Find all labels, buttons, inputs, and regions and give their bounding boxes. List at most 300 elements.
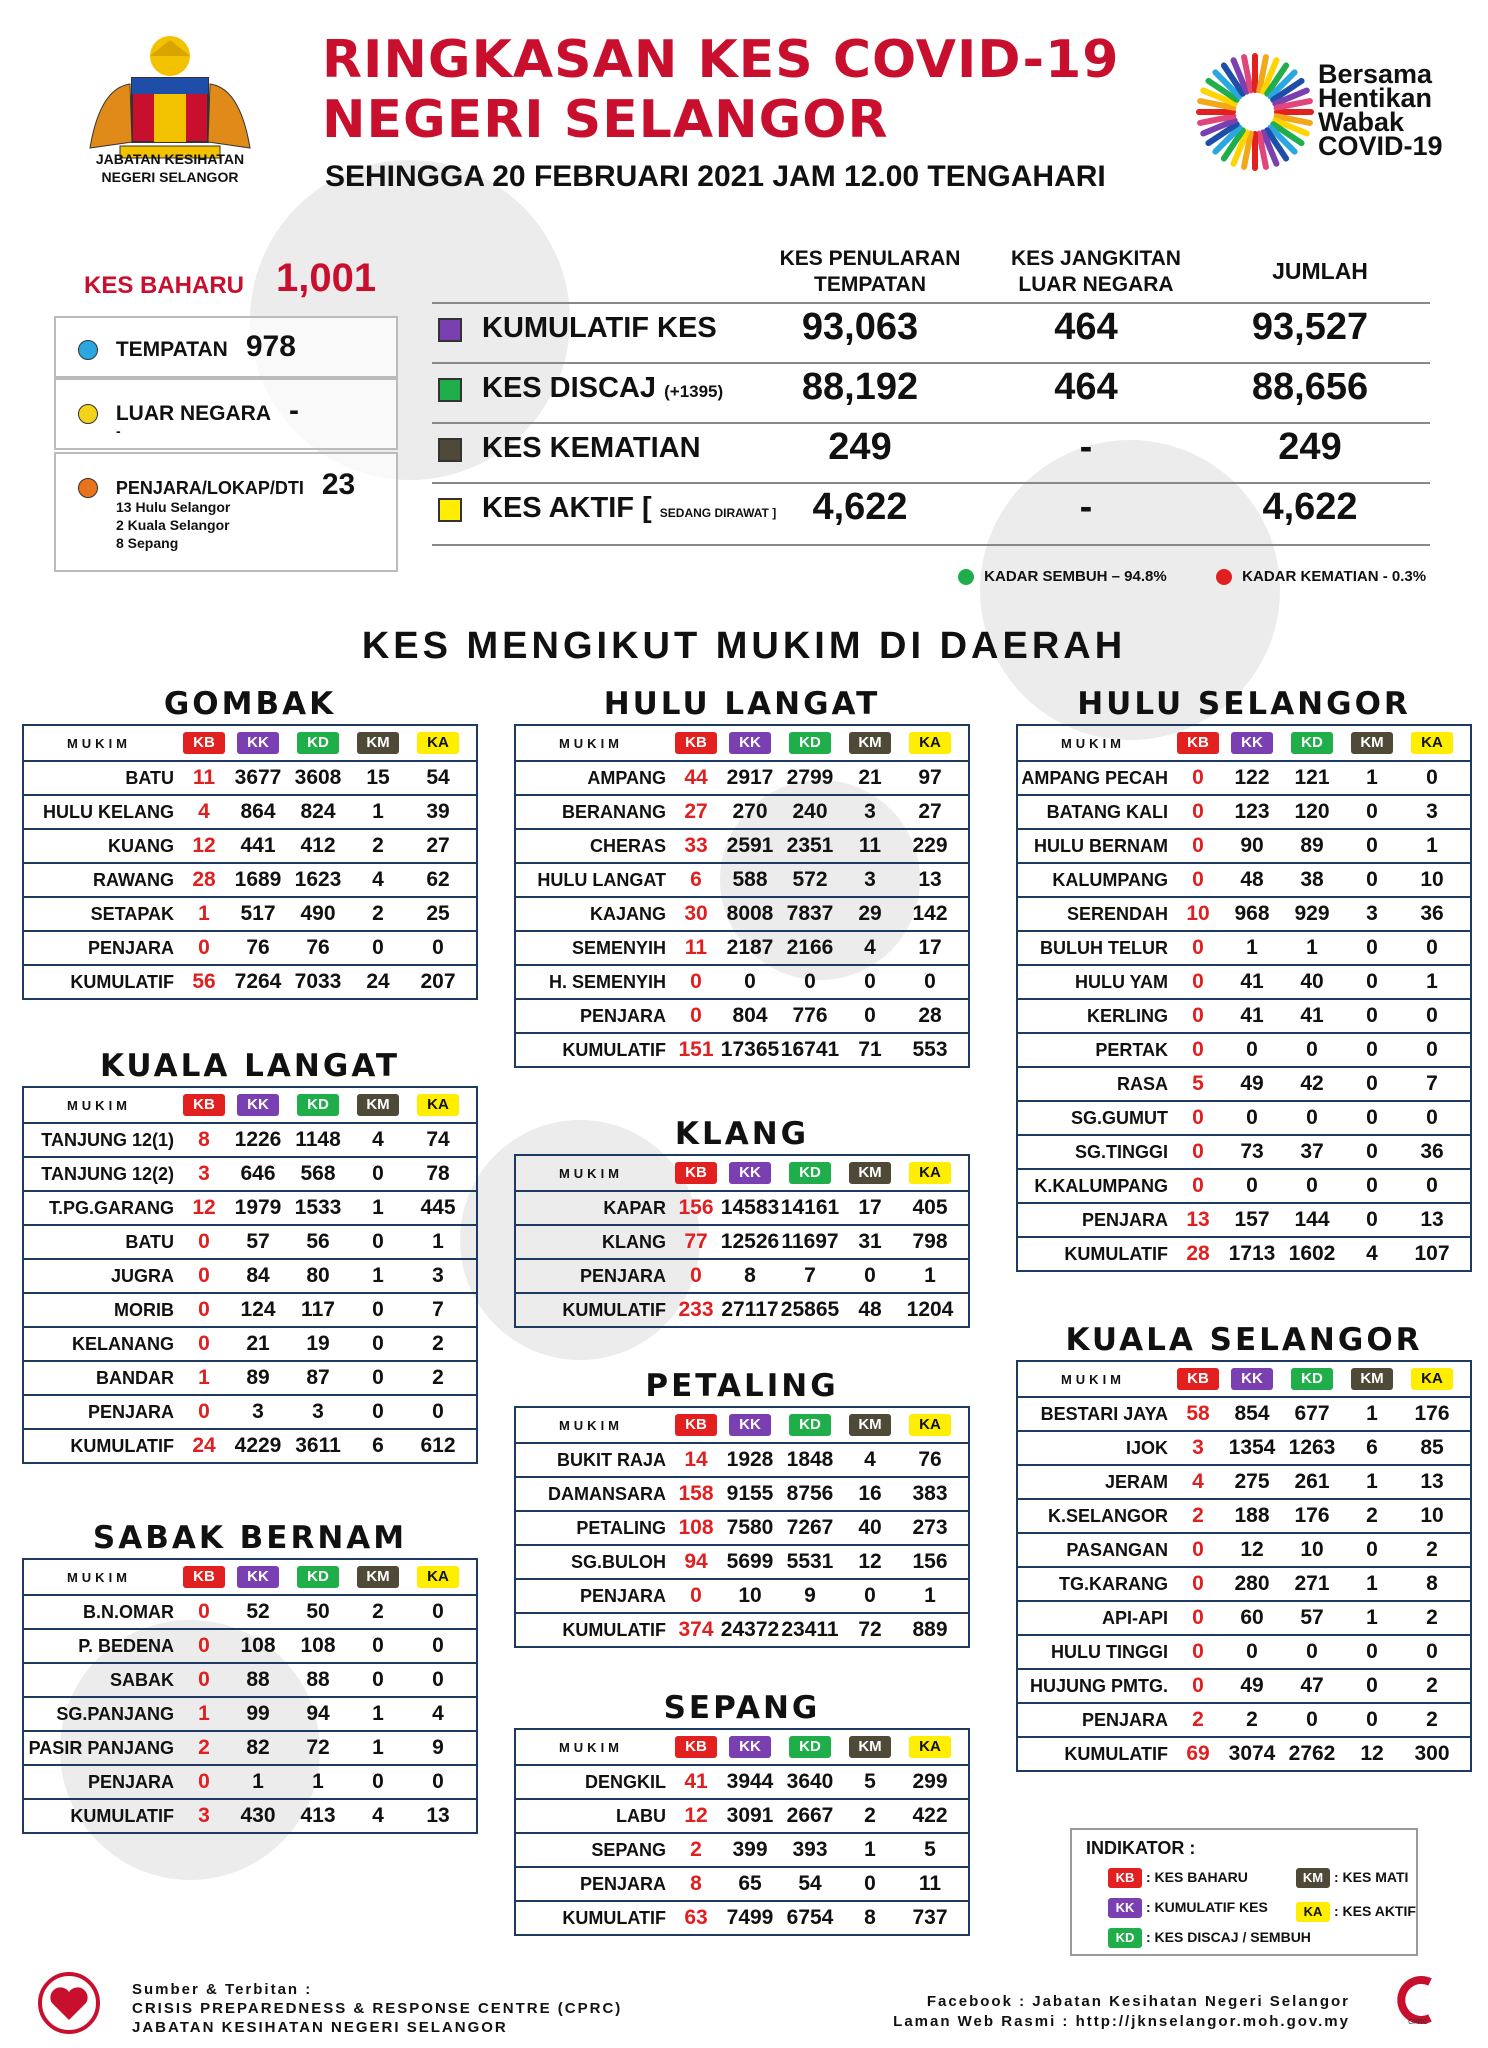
table-row [24, 1662, 476, 1696]
cell-km: 0 [1366, 1640, 1378, 1663]
district-title: SEPANG [663, 1690, 821, 1726]
table-total-row [24, 1798, 476, 1832]
table-row [516, 1544, 968, 1578]
cell-mukim: K.KALUMPANG [1034, 1175, 1168, 1196]
cell-kd: 2799 [786, 766, 834, 789]
header-cell-kb [672, 732, 720, 754]
cell-ka: 383 [912, 1482, 948, 1505]
cell-kd: 1602 [1288, 1242, 1336, 1265]
cell-km: 0 [372, 1400, 384, 1423]
cell-kb: 77 [684, 1230, 708, 1253]
header-cell-kd [288, 732, 348, 754]
district-hulu-selangor [1016, 684, 1472, 1272]
cell-kd: 54 [798, 1872, 822, 1895]
cell-km: 2 [864, 1804, 876, 1827]
cell-kk: 76 [246, 936, 270, 959]
cell-kk: 3 [252, 1400, 264, 1423]
cell-kd: 57 [1300, 1606, 1324, 1629]
cell-kk: 804 [732, 1004, 768, 1027]
table-header-row [24, 1088, 476, 1122]
cell-km: 0 [372, 1230, 384, 1253]
department-label [60, 150, 280, 186]
cell-ka: 27 [918, 800, 942, 823]
cell-kd: 14161 [780, 1196, 840, 1219]
cell-kk: 1354 [1228, 1436, 1276, 1459]
section-title: KES MENGIKUT MUKIM DI DAERAH [361, 625, 1127, 667]
table-row [24, 1190, 476, 1224]
kk-badge: KK [1231, 1368, 1273, 1390]
cell-kd: 0 [1306, 1640, 1318, 1663]
cell-mukim: BATU [125, 1231, 174, 1252]
km-badge: KM [849, 1162, 891, 1184]
summary-header-local-line-2: TEMPATAN [814, 273, 926, 296]
cell-kk: 1 [252, 1770, 264, 1793]
cell-kb: 0 [198, 1668, 210, 1691]
cell-kd: 7837 [786, 902, 834, 925]
cell-km: 48 [858, 1298, 882, 1321]
cell-ka: 0 [924, 970, 936, 993]
cell-kb: 4 [1192, 1470, 1204, 1493]
cell-km: 0 [372, 1298, 384, 1321]
cell-kb: 12 [192, 834, 216, 857]
page-title-line-1: RINGKASAN KES COVID-19 [322, 30, 1120, 90]
cell-ka: 0 [432, 1770, 444, 1793]
kk-badge: KK [729, 1736, 771, 1758]
cell-ka: 142 [912, 902, 948, 925]
summary-header-local-line-1: KES PENULARAN [779, 247, 961, 270]
cell-kb: 5 [1192, 1072, 1204, 1095]
kb-badge: KB [183, 1566, 225, 1588]
department-label-line-1: JABATAN KESIHATAN [95, 151, 245, 167]
cell-mukim: T.PG.GARANG [48, 1197, 174, 1218]
cell-km: 2 [1366, 1504, 1378, 1527]
cell-mukim: HULU YAM [1074, 971, 1168, 992]
header-cell-kb [1174, 732, 1222, 754]
cell-kk: 89 [246, 1366, 270, 1389]
cell-mukim: AMPANG [587, 767, 666, 788]
header-cell-kd [780, 732, 840, 754]
heart-icon [42, 1976, 96, 2030]
table-header-row [516, 1408, 968, 1442]
cell-kk: 48 [1240, 868, 1264, 891]
cell-kk: 3074 [1228, 1742, 1276, 1765]
campaign-text-line-2: Hentikan [1318, 83, 1433, 113]
header-cell-ka [408, 732, 468, 754]
cell-ka: 2 [432, 1366, 444, 1389]
legend-item-kk [1108, 1898, 1268, 1918]
cell-ka: 0 [432, 1634, 444, 1657]
header-cell-km [1342, 1368, 1402, 1390]
cell-ka: 2 [1426, 1606, 1438, 1629]
cell-kd: 9 [804, 1584, 816, 1607]
cell-ka: 7 [432, 1298, 444, 1321]
kd-badge: KD [1291, 1368, 1333, 1390]
cell-ka: 5 [924, 1838, 936, 1861]
summary-header-import-line-1: KES JANGKITAN [1011, 247, 1181, 270]
table-row [516, 1510, 968, 1544]
cell-ka: 4 [432, 1702, 444, 1725]
cell-km: 1 [372, 1196, 384, 1219]
cell-kb: 0 [1192, 800, 1204, 823]
cell-kk: 0 [1246, 1174, 1258, 1197]
header-cell-km [840, 1736, 900, 1758]
cell-kd: 568 [300, 1162, 336, 1185]
table-row [24, 828, 476, 862]
cell-kd: 0 [1306, 1038, 1318, 1061]
district-sepang [514, 1688, 970, 1936]
header-cell-kk [1222, 1368, 1282, 1390]
cell-kk: 4229 [234, 1434, 282, 1457]
cell-kd: 490 [300, 902, 336, 925]
cell-km: 4 [372, 1128, 384, 1151]
table-row [1018, 1498, 1470, 1532]
legend-item-text: : KES BAHARU [1146, 1869, 1248, 1885]
district-gombak [22, 684, 478, 1000]
summary-row-import: 464 [1054, 306, 1118, 348]
cell-kd: 3608 [294, 766, 342, 789]
cell-mukim: PERTAK [1095, 1039, 1168, 1060]
cell-kk: 3677 [234, 766, 282, 789]
summary-row-label: KES KEMATIAN [482, 432, 701, 464]
cell-kb: 1 [198, 1702, 210, 1725]
header-cell-ka [900, 732, 960, 754]
death-rate-text: KADAR KEMATIAN - 0.3% [1242, 568, 1427, 585]
cell-kb: 156 [678, 1196, 714, 1219]
district-table [1016, 1360, 1472, 1772]
cell-mukim: PENJARA [1081, 1209, 1168, 1230]
table-row [516, 1190, 968, 1224]
cell-ka: 39 [426, 800, 450, 823]
cell-km: 1 [372, 1736, 384, 1759]
cell-kk: 399 [732, 1838, 768, 1861]
cell-km: 2 [372, 1600, 384, 1623]
footer-facebook: Facebook : Jabatan Kesihatan Negeri Selangor [926, 1993, 1350, 2010]
cell-kb: 27 [684, 800, 708, 823]
kb-badge: KB [1177, 1368, 1219, 1390]
cell-mukim: RASA [1116, 1073, 1168, 1094]
header-cell-kk [228, 1094, 288, 1116]
cell-ka: 28 [918, 1004, 942, 1027]
cell-kd: 88 [306, 1668, 330, 1691]
cell-mukim: KUMULATIF [562, 1039, 666, 1060]
header-cell-kd [288, 1566, 348, 1588]
cell-ka: 207 [420, 970, 456, 993]
cell-kb: 108 [678, 1516, 714, 1539]
summary-header-import [986, 246, 1206, 298]
cell-ka: 11 [918, 1872, 942, 1895]
cell-ka: 2 [1426, 1674, 1438, 1697]
cell-mukim: SERENDAH [1066, 903, 1168, 924]
cell-mukim: PASIR PANJANG [28, 1737, 174, 1758]
cell-kk: 108 [240, 1634, 276, 1657]
cell-km: 0 [1366, 834, 1378, 857]
cell-ka: 3 [1426, 800, 1438, 823]
active-square-icon [438, 498, 462, 522]
cell-ka: 74 [426, 1128, 450, 1151]
cell-ka: 0 [1426, 1106, 1438, 1129]
header-cell-ka [408, 1094, 468, 1116]
cell-mukim: KUMULATIF [70, 1435, 174, 1456]
table-header-row [1018, 726, 1470, 760]
cell-kd: 16741 [780, 1038, 840, 1061]
table-row [24, 1122, 476, 1156]
cell-kb: 0 [198, 1332, 210, 1355]
cell-kk: 157 [1234, 1208, 1270, 1231]
cell-km: 0 [864, 1872, 876, 1895]
table-row [516, 998, 968, 1032]
cell-kd: 1148 [295, 1128, 341, 1151]
cell-kk: 968 [1234, 902, 1270, 925]
prison-breakdown-item: 8 Sepang [116, 535, 179, 551]
ka-badge: KA [909, 1162, 951, 1184]
cell-kd: 7 [804, 1264, 816, 1287]
cell-ka: 62 [426, 868, 450, 891]
cell-mukim: PENJARA [87, 1401, 174, 1422]
table-row [516, 1866, 968, 1900]
kb-badge: KB [675, 732, 717, 754]
cell-kd: 121 [1294, 766, 1330, 789]
table-row [1018, 1202, 1470, 1236]
header-cell-kk [720, 1736, 780, 1758]
table-row [24, 1360, 476, 1394]
cell-kd: 261 [1294, 1470, 1330, 1493]
cell-mukim: TANJUNG 12(2) [41, 1163, 174, 1184]
cell-kd: 1848 [786, 1448, 834, 1471]
cell-km: 1 [372, 800, 384, 823]
cell-kd: 2667 [786, 1804, 834, 1827]
death-rate [1216, 568, 1426, 585]
cell-kb: 0 [1192, 970, 1204, 993]
cell-kk: 8 [744, 1264, 756, 1287]
cell-mukim: SG.BULOH [570, 1551, 666, 1572]
import-cases-value: - [289, 394, 300, 427]
cell-ka: 229 [912, 834, 948, 857]
cell-kd: 929 [1294, 902, 1330, 925]
cell-kb: 0 [690, 970, 702, 993]
cell-kk: 49 [1240, 1674, 1264, 1697]
footer-website: Laman Web Rasmi : http://jknselangor.moh.gov.my [893, 2013, 1350, 2030]
cell-kb: 8 [690, 1872, 702, 1895]
table-row [24, 794, 476, 828]
cell-kk: 14583 [720, 1196, 780, 1219]
kb-badge: KB [675, 1736, 717, 1758]
cell-mukim: IJOK [1125, 1437, 1168, 1458]
kd-badge: KD [789, 1414, 831, 1436]
cell-mukim: P. BEDENA [78, 1635, 174, 1656]
cell-mukim: KELANANG [72, 1333, 174, 1354]
legend-title: INDIKATOR : [1086, 1838, 1196, 1858]
cell-kb: 151 [678, 1038, 714, 1061]
district-kuala-selangor [1016, 1320, 1472, 1772]
cell-km: 1 [1366, 1402, 1378, 1425]
cell-kk: 275 [1234, 1470, 1270, 1493]
cell-kd: 7033 [294, 970, 342, 993]
cumulative-square-icon [438, 318, 462, 342]
header-cell-kb [672, 1736, 720, 1758]
cell-kb: 14 [684, 1448, 708, 1471]
table-row [1018, 964, 1470, 998]
cell-mukim: CHERAS [589, 835, 666, 856]
cell-ka: 78 [426, 1162, 450, 1185]
header-mukim: MUKIM [558, 735, 624, 751]
footer-source-line-1: Sumber & Terbitan : [132, 1981, 313, 1998]
cell-mukim: SEPANG [591, 1839, 666, 1860]
summary-row-local: 249 [828, 426, 892, 468]
cell-kk: 7264 [234, 970, 282, 993]
cell-mukim: PENJARA [579, 1873, 666, 1894]
cell-km: 2 [372, 902, 384, 925]
cell-kk: 517 [240, 902, 276, 925]
cell-kk: 864 [240, 800, 276, 823]
page-title [322, 30, 1119, 150]
cell-kb: 28 [1186, 1242, 1210, 1265]
deaths-square-icon [438, 438, 462, 462]
km-badge: KM [1351, 732, 1393, 754]
cell-km: 12 [1360, 1742, 1384, 1765]
cell-kd: 677 [1294, 1402, 1330, 1425]
cell-mukim: TG.KARANG [1059, 1573, 1168, 1594]
cell-ka: 76 [918, 1448, 942, 1471]
campaign-text [1318, 59, 1443, 161]
table-row [1018, 794, 1470, 828]
cell-ka: 13 [1420, 1208, 1444, 1231]
cell-km: 71 [858, 1038, 882, 1061]
cell-ka: 2 [432, 1332, 444, 1355]
cell-kk: 65 [738, 1872, 762, 1895]
table-row [1018, 1464, 1470, 1498]
cell-kk: 2187 [726, 936, 774, 959]
table-row [1018, 1066, 1470, 1100]
cell-mukim: PETALING [576, 1517, 666, 1538]
kk-badge: KK [237, 1094, 279, 1116]
header-cell-kb [672, 1162, 720, 1184]
kk-badge: KK [237, 732, 279, 754]
cell-kd: 38 [1300, 868, 1324, 891]
table-row [24, 862, 476, 896]
cell-kb: 44 [684, 766, 708, 789]
cell-mukim: KUMULATIF [1064, 1743, 1168, 1764]
cell-kd: 108 [300, 1634, 336, 1657]
cell-kd: 3640 [786, 1770, 834, 1793]
cell-mukim: KUMULATIF [562, 1299, 666, 1320]
ka-badge: KA [909, 1414, 951, 1436]
cell-ka: 8 [1426, 1572, 1438, 1595]
header-cell-kd [780, 1414, 840, 1436]
cell-kb: 30 [684, 902, 708, 925]
cell-kb: 8 [198, 1128, 210, 1151]
cell-mukim: JUGRA [110, 1265, 174, 1286]
cell-km: 0 [1366, 1072, 1378, 1095]
cell-ka: 10 [1420, 868, 1444, 891]
campaign-logo-icon [1195, 52, 1315, 172]
cell-mukim: KERLING [1087, 1005, 1168, 1026]
cell-kk: 1 [1246, 936, 1258, 959]
cell-kb: 0 [1192, 1606, 1204, 1629]
cell-mukim: BERANANG [561, 801, 666, 822]
cell-ka: 7 [1426, 1072, 1438, 1095]
header-cell-kd [1282, 732, 1342, 754]
legend-item-text: : KES MATI [1334, 1869, 1409, 1885]
local-dot-icon [78, 340, 98, 360]
cell-ka: 405 [912, 1196, 948, 1219]
cell-mukim: TANJUNG 12(1) [41, 1129, 174, 1150]
table-row [516, 1442, 968, 1476]
cell-kb: 3 [198, 1804, 210, 1827]
km-badge: KM [849, 1414, 891, 1436]
cell-mukim: KUMULATIF [1064, 1243, 1168, 1264]
district-table [514, 1728, 970, 1936]
cell-kd: 23411 [781, 1618, 839, 1641]
cell-kb: 0 [1192, 1640, 1204, 1663]
district-table [514, 1406, 970, 1648]
legend-item-text: : KES DISCAJ / SEMBUH [1146, 1929, 1311, 1945]
kb-badge: KB [675, 1162, 717, 1184]
cell-kk: 2917 [726, 766, 774, 789]
cell-kd: 144 [1294, 1208, 1330, 1231]
cell-kk: 27117 [721, 1298, 779, 1321]
summary-row-local: 4,622 [812, 486, 908, 528]
cell-ka: 97 [918, 766, 942, 789]
cell-mukim: SEMENYIH [571, 937, 666, 958]
cell-ka: 445 [420, 1196, 456, 1219]
page-subtitle: SEHINGGA 20 FEBRUARI 2021 JAM 12.00 TENGAHARI [325, 160, 1106, 193]
cell-ka: 798 [912, 1230, 948, 1253]
cell-km: 0 [1366, 800, 1378, 823]
legend-item-kd [1108, 1928, 1311, 1948]
ka-badge: KA [1296, 1902, 1330, 1922]
table-row [24, 760, 476, 794]
cell-km: 0 [1366, 1174, 1378, 1197]
table-row [1018, 862, 1470, 896]
cell-kd: 80 [306, 1264, 330, 1287]
import-cases-sub: - [116, 423, 121, 439]
cell-kd: 0 [1306, 1174, 1318, 1197]
cell-kd: 413 [300, 1804, 336, 1827]
table-row [516, 896, 968, 930]
cell-mukim: SG.GUMUT [1071, 1107, 1168, 1128]
legend-item-ka [1296, 1902, 1416, 1922]
cell-km: 17 [858, 1196, 882, 1219]
km-badge: KM [357, 732, 399, 754]
ka-badge: KA [909, 1736, 951, 1758]
summary-row-label-text: KES AKTIF [ [482, 492, 652, 524]
header-cell-kb [672, 1414, 720, 1436]
table-row [24, 930, 476, 964]
department-label-line-2: NEGERI SELANGOR [101, 169, 239, 185]
cell-kk: 0 [1246, 1106, 1258, 1129]
cell-mukim: PENJARA [87, 1771, 174, 1792]
cell-kk: 52 [246, 1600, 270, 1623]
cell-kb: 11 [684, 936, 708, 959]
cell-kb: 0 [198, 1770, 210, 1793]
cell-km: 11 [858, 834, 882, 857]
cell-km: 1 [1366, 1470, 1378, 1493]
recovery-dot-icon [958, 569, 974, 585]
cell-kk: 41 [1240, 970, 1264, 993]
cell-mukim: PASANGAN [1066, 1539, 1168, 1560]
summary-row-label: KUMULATIF KES [482, 312, 717, 344]
cell-kd: 40 [1300, 970, 1324, 993]
legend-item-text: : KUMULATIF KES [1146, 1899, 1268, 1915]
summary-row-cumulative [430, 304, 1430, 362]
import-cases-label: LUAR NEGARA [115, 402, 272, 425]
table-row [516, 1578, 968, 1612]
cell-km: 3 [864, 800, 876, 823]
header-cell-kk [720, 1414, 780, 1436]
ka-badge: KA [417, 1094, 459, 1116]
campaign-text-line-4: COVID-19 [1318, 131, 1443, 161]
cell-kb: 24 [192, 1434, 216, 1457]
